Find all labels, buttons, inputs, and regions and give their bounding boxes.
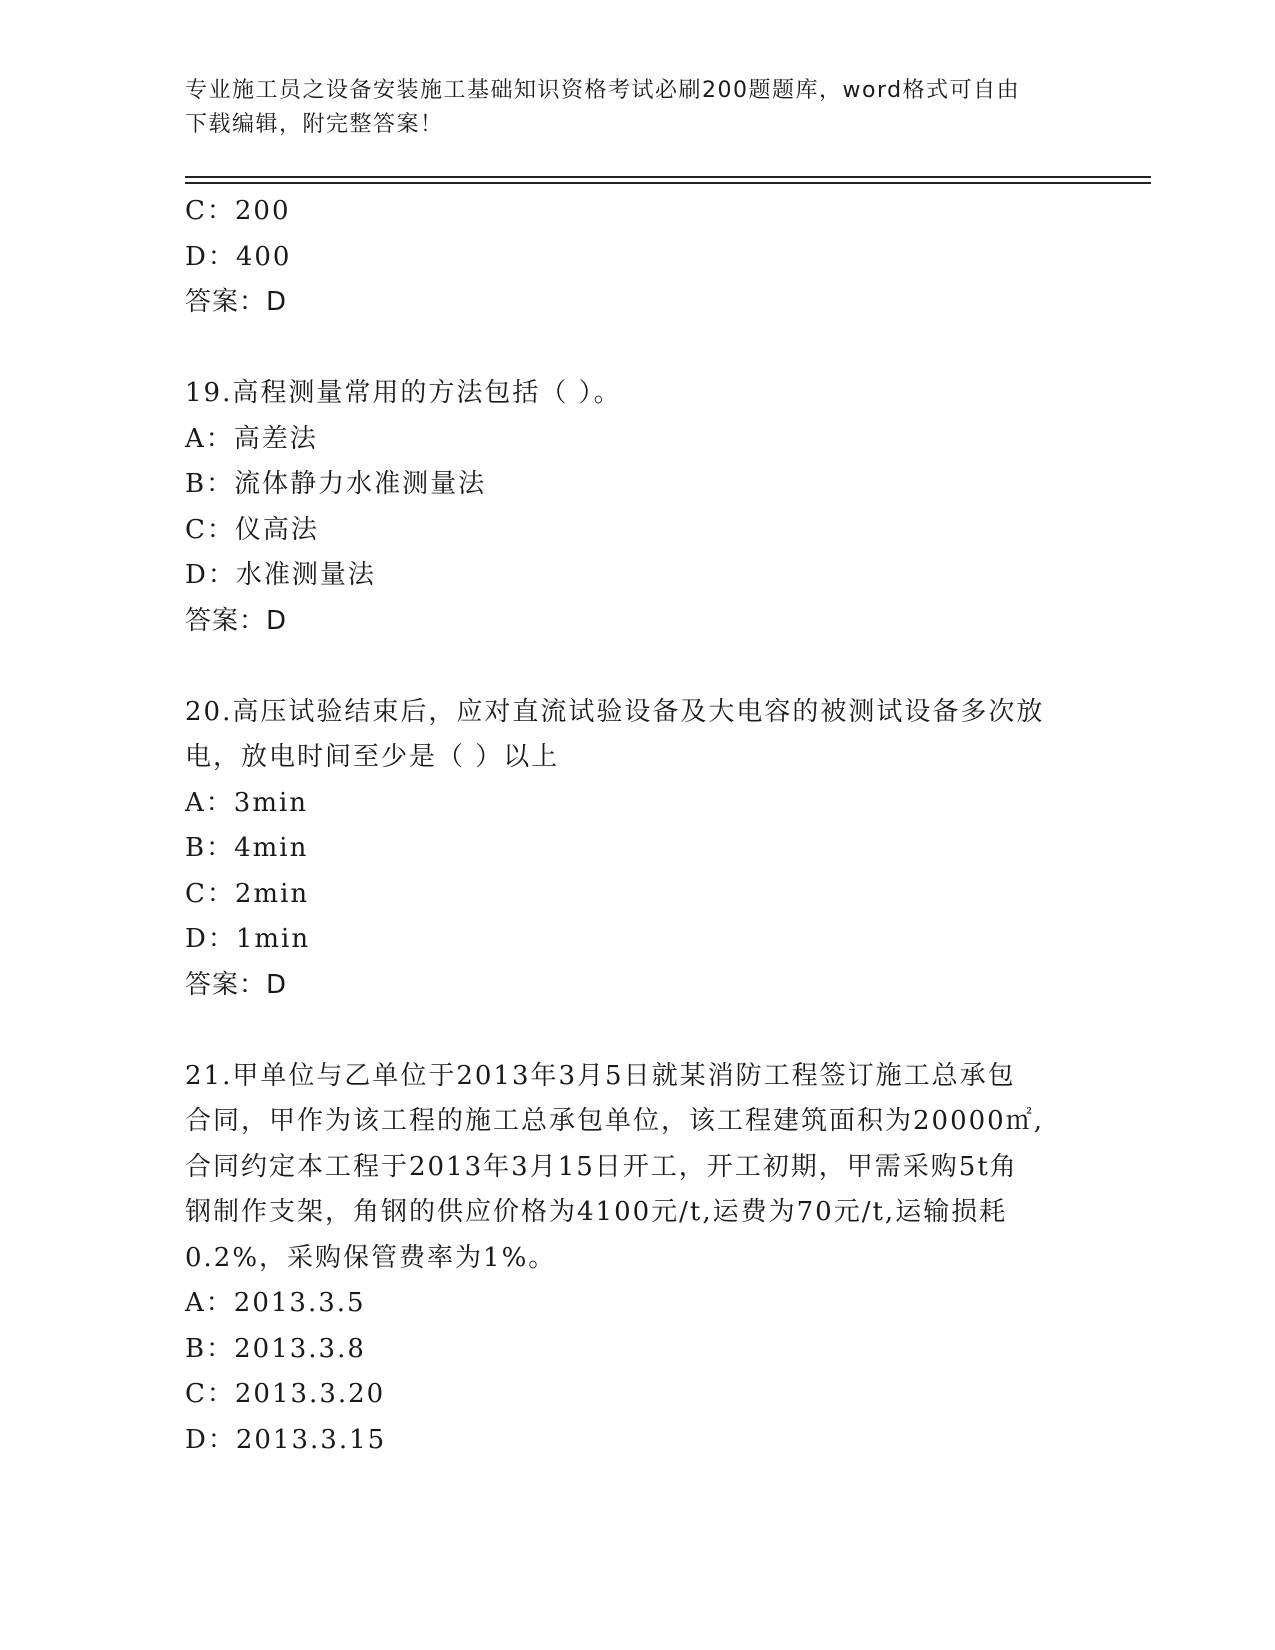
option-b: B：4min [185,833,309,863]
option-a: A：2013.3.5 [185,1288,366,1318]
question-text: 19.高程测量常用的方法包括（ ）。 [185,378,622,408]
question-text-line-1: 21.甲单位与乙单位于2013年3月5日就某消防工程签订施工总承包 [185,1060,1016,1091]
option-b: B：流体静力水准测量法 [185,469,487,499]
header-divider-bottom [185,182,1151,184]
answer: 答案：D [185,605,288,636]
header-title-line-2: 下载编辑，附完整答案！ [185,112,444,137]
option-d: D：1min [185,924,311,954]
option-d: D：2013.3.15 [185,1424,387,1455]
option-d: D：400 [185,241,292,272]
option-c: C：2min [185,878,310,909]
spacer [185,644,1085,690]
spacer [185,326,1085,372]
option-c: C：仪高法 [185,514,319,545]
answer: 答案：D [185,287,288,317]
option-c: C：200 [185,196,291,226]
question-20 [185,690,1085,1009]
question-text-line-1: 20.高压试验结束后，应对直流试验设备及大电容的被测试设备多次放 [185,696,1045,727]
question-text-line-3: 合同约定本工程于2013年3月15日开工，开工初期，甲需采购5t角 [185,1151,1018,1182]
question-19 [185,371,1085,644]
header-divider-top [185,176,1151,178]
page-header [185,74,1065,142]
option-a: A：3min [185,787,309,818]
question-18 [185,189,1085,326]
question-21 [185,1054,1085,1464]
question-text-line-5: 0.2%，采购保管费率为1%。 [185,1242,557,1273]
header-title-line-1: 专业施工员之设备安装施工基础知识资格考试必刷200题题库，word格式可自由 [185,78,1021,103]
option-a: A：高差法 [185,423,318,454]
spacer [185,1008,1085,1054]
question-text-line-4: 钢制作支架，角钢的供应价格为4100元/t,运费为70元/t,运输损耗 [185,1197,1008,1227]
option-c: C：2013.3.20 [185,1379,386,1409]
question-list [185,189,1085,1463]
option-d: D：水准测量法 [185,560,376,590]
question-text-line-2: 电，放电时间至少是（ ）以上 [185,742,560,772]
question-text-line-2: 合同，甲作为该工程的施工总承包单位，该工程建筑面积为20000㎡, [185,1106,1044,1136]
option-b: B：2013.3.8 [185,1333,366,1364]
answer: 答案：D [185,969,288,1000]
